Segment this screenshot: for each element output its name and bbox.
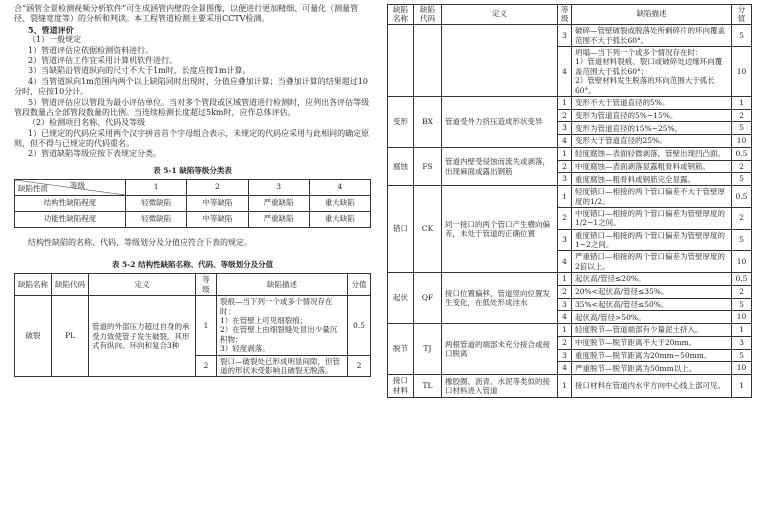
rule-1: 1）管道评估应依据检测资料进行。 <box>28 45 154 55</box>
description-cell: 重度错口—相接的两个管口偏差为管壁厚度的1~2之间。 <box>572 229 732 251</box>
table-row <box>15 296 371 355</box>
score-cell: 1 <box>732 375 752 398</box>
score-cell: 5 <box>732 173 752 186</box>
score-cell: 0.5 <box>732 186 752 208</box>
table-row <box>388 375 752 398</box>
defect-name: 破裂 <box>15 296 52 377</box>
subsection-heading: （1）一般规定 <box>28 35 82 45</box>
col-header-name: 缺陷名称 <box>388 5 414 25</box>
description-cell: 严重错口—相接的两个管口偏差为管壁厚度的2倍以上。 <box>572 251 732 273</box>
table-cell: 重大缺陷 <box>309 211 370 227</box>
row-label: 功能性缺陷程度 <box>15 211 126 227</box>
grade-cell: 1 <box>558 147 572 160</box>
table-cell: 中等缺陷 <box>187 211 248 227</box>
grade-cell: 2 <box>558 109 572 122</box>
grade-cell: 1 <box>558 96 572 109</box>
defect-name: 脱节 <box>388 324 414 375</box>
row-label: 结构性缺陷程度 <box>15 195 126 211</box>
table-cell: 中等缺陷 <box>187 195 248 211</box>
description-cell: 中度腐蚀—表面剥落显露粗骨料或钢筋。 <box>572 160 732 173</box>
defect-code: FS <box>414 147 442 185</box>
defect-grade-table <box>14 179 371 228</box>
defect-name: 变形 <box>388 96 414 147</box>
continued-definition-cell <box>442 25 558 97</box>
defect-name: 起伏 <box>388 273 414 324</box>
structural-defect-table <box>14 273 371 378</box>
description-cell: 重度脱节—脱节距离为20mm~50mm。 <box>572 349 732 362</box>
score-cell: 5 <box>732 349 752 362</box>
description-cell: 变形大于管道直径的25%。 <box>572 135 732 148</box>
table-cell: 轻微缺陷 <box>126 211 187 227</box>
score-cell: 2 <box>732 285 752 298</box>
col-header-code: 缺陷代码 <box>414 5 442 25</box>
table-row <box>15 195 371 211</box>
col-header-name: 缺陷名称 <box>15 273 52 296</box>
table-cell: 严重缺陷 <box>248 195 309 211</box>
description-cell: 35%<起伏高/管径≤50%。 <box>572 298 732 311</box>
description-cell: 严重脱节—脱节距离为50mm以上。 <box>572 362 732 375</box>
table-cell: 轻微缺陷 <box>126 195 187 211</box>
description-cell: 变形不大于管道直径的5%。 <box>572 96 732 109</box>
score-cell: 2 <box>732 160 752 173</box>
rule-2: 2）管道评估工作宜采用计算机软件进行。 <box>28 55 178 65</box>
defect-definition: 接口位置偏移，管道竖向位置发生变化，在低处形成洼水 <box>442 273 558 324</box>
table-cell: 严重缺陷 <box>248 211 309 227</box>
score-cell: 0.5 <box>348 296 371 355</box>
description-cell: 变形为管道直径的5%~15%。 <box>572 109 732 122</box>
continued-name-cell <box>388 25 414 97</box>
grade-cell: 3 <box>558 349 572 362</box>
description-cell: 起伏高/管径>50%。 <box>572 311 732 324</box>
defect-code: TL <box>414 375 442 398</box>
table-row <box>388 96 752 109</box>
score-cell: 0.5 <box>732 147 752 160</box>
grade-cell: 2 <box>558 336 572 349</box>
score-cell: 10 <box>732 135 752 148</box>
grade-cell: 1 <box>196 296 217 355</box>
defect-code: TJ <box>414 324 442 375</box>
description-cell: 轻度腐蚀—表面轻微剥落，管壁出现凹凸面。 <box>572 147 732 160</box>
description-cell: 接口材料在管道内水平方向中心线上部可见。 <box>572 375 732 398</box>
col-header-score: 分值 <box>732 5 752 25</box>
col-header-description: 缺陷描述 <box>572 5 732 25</box>
defect-name: 腐蚀 <box>388 147 414 185</box>
score-cell: 2 <box>732 109 752 122</box>
grade-cell: 3 <box>558 25 572 47</box>
intro-paragraph: 合“涵管全景检测视频分析软件”可生成涵管内壁的全景图像，以便进行更加精细、可量化（测量管径、裂缝宽度等）的分析和判读。本工程管道检测主要采用CCTV检测。 <box>14 4 359 24</box>
grade-cell: 2 <box>558 207 572 229</box>
table-row <box>388 25 752 47</box>
description-cell: 裂痕—当下列一个或多个情况存在时： 1）在管壁上可见细裂痕； 2）在管壁上由细裂缝处冒出少量沉积物； 3）轻度剥落。 <box>217 296 348 355</box>
right-column <box>387 4 751 398</box>
rule-4: 4）当管道纵向1m范围内两个以上缺陷同时出现时，分值应叠加计算；当叠加计算的结果超过10分时，应按10分计。 <box>14 76 368 97</box>
description-cell: 裂口—破裂处已形成明显间隙，但管道的形状未受影响且破裂无脱落。 <box>217 355 348 377</box>
defect-definition: 橡胶圈、沥青、水泥等类似的接口材料进入管道 <box>442 375 558 398</box>
grade-cell: 3 <box>558 229 572 251</box>
score-cell: 0.5 <box>732 273 752 286</box>
grade-header: 1 <box>126 179 187 195</box>
description-cell: 中度脱节—脱节距离不大于20mm。 <box>572 336 732 349</box>
defect-name: 错口 <box>388 186 414 273</box>
description-cell: 轻度脱节—管道端部有少量泥土挤入。 <box>572 324 732 337</box>
table-row <box>388 324 752 337</box>
col-header-score: 分值 <box>348 273 371 296</box>
score-cell: 10 <box>732 311 752 324</box>
grade-cell: 3 <box>558 173 572 186</box>
description-cell: 起伏高/管径≤20%。 <box>572 273 732 286</box>
score-cell: 5 <box>732 298 752 311</box>
table-row <box>388 186 752 208</box>
defect-definition: 同一接口的两个管口产生横向偏差，未处于管道的正确位置 <box>442 186 558 273</box>
table-row <box>388 273 752 286</box>
grade-cell: 4 <box>558 311 572 324</box>
left-column <box>14 4 371 377</box>
rule-3: 3）当缺陷沿管道纵向的尺寸不大于1m时，长度应按1m计算。 <box>28 66 251 76</box>
col-header-grade: 等级 <box>558 5 572 25</box>
col-header-definition: 定义 <box>89 273 196 296</box>
description-cell: 重度腐蚀—粗骨料或钢筋完全显露。 <box>572 173 732 186</box>
table-row <box>388 147 752 160</box>
grade-cell: 2 <box>558 160 572 173</box>
defect-definition: 管道内壁受侵蚀而流失或剥落，出现麻面或露出钢筋 <box>442 147 558 185</box>
grade-header: 4 <box>309 179 370 195</box>
grade-cell: 4 <box>558 362 572 375</box>
score-cell: 2 <box>348 355 371 377</box>
score-cell: 10 <box>732 362 752 375</box>
grade-cell: 4 <box>558 251 572 273</box>
score-cell: 1 <box>732 324 752 337</box>
description-cell: 坍塌—当下列一个或多个情况存在时： 1）管道材料裂痕、裂口或破碎处边缘环向覆盖范围大于弧长60°； 2）管壁材料发生脱落的环向范围大于弧长60°。 <box>572 47 732 97</box>
score-cell: 5 <box>732 122 752 135</box>
description-cell: 破碎—管壁破裂或脱落处所剩碎片的环向覆盖范围不大于弧长60°。 <box>572 25 732 47</box>
code-rule-2: 2）管道缺陷等级应按下表规定分类。 <box>28 149 162 159</box>
table2-caption: 表 5-2 结构性缺陷名称、代码、等级划分及分值 <box>111 260 274 269</box>
score-cell: 10 <box>732 47 752 97</box>
grade-cell: 4 <box>558 47 572 97</box>
section-heading: 5、管道评价 <box>28 24 74 35</box>
grade-header: 2 <box>187 179 248 195</box>
description-cell: 中度错口—相接的两个管口偏差为管壁厚度的1/2~1之间。 <box>572 207 732 229</box>
subsection-heading-2: （2）检测项目名称、代码及等级 <box>28 118 146 128</box>
col-header-code: 缺陷代码 <box>52 273 89 296</box>
defect-name: 接口材料 <box>388 375 414 398</box>
grade-cell: 4 <box>558 135 572 148</box>
corner-nature-label: 缺陷性质 <box>18 183 48 193</box>
grade-cell: 3 <box>558 298 572 311</box>
grade-cell: 3 <box>558 122 572 135</box>
score-cell: 1 <box>732 96 752 109</box>
description-cell: 变形为管道直径的15%~25%。 <box>572 122 732 135</box>
defect-code: QF <box>414 273 442 324</box>
table2-intro: 结构性缺陷的名称、代码、等级划分及分值应符合下表的规定。 <box>28 237 252 247</box>
defect-code: PL <box>52 296 89 377</box>
defect-definition: 两根管道的端部未充分接合或接口脱离 <box>442 324 558 375</box>
grade-cell: 1 <box>558 375 572 398</box>
score-cell: 5 <box>732 25 752 47</box>
score-cell: 2 <box>732 207 752 229</box>
corner-grade-label: 等级 <box>70 180 85 190</box>
col-header-definition: 定义 <box>442 5 558 25</box>
grade-cell: 2 <box>196 355 217 377</box>
table1-corner-cell <box>15 179 126 195</box>
grade-cell: 1 <box>558 186 572 208</box>
continued-code-cell <box>414 25 442 97</box>
code-rule-1: 1）已规定的代码应采用两个汉字拼音首个字母组合表示，未规定的代码应采用与此相同的确定原则，但不得与已规定的代码重名。 <box>14 128 370 149</box>
structural-defect-table-continued <box>387 4 752 398</box>
defect-definition: 管道的外部压力超过自身的承受力致使管子发生破裂。其形式有纵向、环向和复合3种 <box>89 296 196 377</box>
rule-5: 5）管道评估应以管段为最小评估单位。当对多个管段或区域管道进行检测时，应列出各评估等级管段数量占全部管段数量的比例。当连续检测长度超过5km时，应作总体评估。 <box>14 97 370 117</box>
defect-definition: 管道受外力挤压造成形状变异 <box>442 96 558 147</box>
table1-caption: 表 5-1 缺陷等级分类表 <box>153 165 232 175</box>
table-row <box>15 211 371 227</box>
col-header-grade: 等级 <box>196 273 217 296</box>
table-cell: 重大缺陷 <box>309 195 370 211</box>
grade-cell: 2 <box>558 285 572 298</box>
grade-cell: 1 <box>558 324 572 337</box>
description-cell: 轻度错口—相接的两个管口偏差不大于管壁厚度的1/2。 <box>572 186 732 208</box>
score-cell: 3 <box>732 336 752 349</box>
grade-header: 3 <box>248 179 309 195</box>
description-cell: 20%<起伏高/管径≤35%。 <box>572 285 732 298</box>
defect-code: CK <box>414 186 442 273</box>
defect-code: BX <box>414 96 442 147</box>
col-header-description: 缺陷描述 <box>217 273 348 296</box>
grade-cell: 1 <box>558 273 572 286</box>
score-cell: 10 <box>732 251 752 273</box>
score-cell: 5 <box>732 229 752 251</box>
